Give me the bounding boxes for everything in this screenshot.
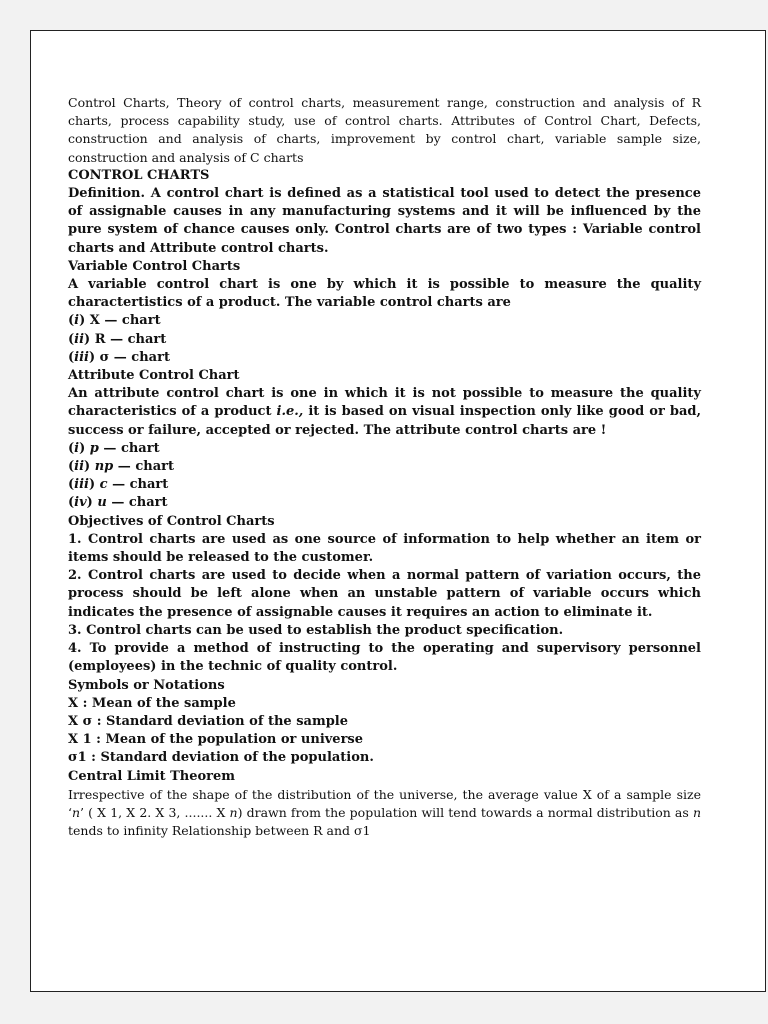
objective-item: 4. To provide a method of instructing to the operating and supervisory personnel (employees) in the technic of quality control. (68, 641, 701, 675)
list-item-symbol: u (97, 495, 107, 511)
list-item: (iv) u — chart (68, 495, 168, 511)
symbol-item: X 1 : Mean of the population or universe (68, 732, 364, 748)
list-item-number: ii (74, 331, 85, 347)
list-item-label: — chart (98, 440, 160, 456)
attribute-text-part: An attribute control chart is one in which it is not possible to measure the quality characteristics of a product (68, 386, 701, 420)
objective-item: 2. Control charts are used to decide when a normal pattern of variation occurs, the process should be left alone when an unstable pattern of variable occurs which indicates the presence of assignable causes it requires an action to eliminate it. (68, 568, 701, 620)
symbol-item: X : Mean of the sample (68, 695, 236, 711)
symbol-item: X σ : Standard deviation of the sample (68, 713, 349, 729)
list-item-label: — chart (106, 495, 168, 511)
list-item-number: ii (74, 459, 85, 475)
clt-paragraph (68, 786, 701, 841)
clt-variable: n (71, 804, 81, 820)
clt-text-part: ) drawn from the population will tend towards a normal distribution as (237, 804, 693, 820)
clt-text-part: ’ ( X 1, X 2. X 3, ....... X (80, 804, 230, 820)
objectives-title: Objectives of Control Charts (68, 513, 275, 529)
list-item-label: — chart (107, 477, 169, 493)
list-item-label: σ — chart (99, 349, 170, 365)
list-item: (i) X — chart (68, 313, 161, 329)
attribute-chart-title: Attribute Control Chart (68, 368, 240, 384)
variable-charts-text: A variable control chart is one by which it is possible to measure the quality charactertistics of a product. The variable control charts are (68, 277, 701, 311)
clt-text-part: Irrespective of the shape of the distribution of the universe, the average value X of a sample size ‘ (68, 786, 701, 820)
list-item-number: iv (74, 495, 87, 511)
section-heading: CONTROL CHARTS (68, 167, 210, 183)
clt-variable: n (229, 804, 238, 820)
attribute-text-part: it is based on visual inspection only like good or bad, success or failure, accepted or rejected. The attribute control charts are ! (68, 404, 702, 438)
clt-title: Central Limit Theorem (68, 768, 236, 784)
attribute-text-ie: i.e., (276, 404, 304, 420)
symbol-item: σ1 : Standard deviation of the population. (68, 750, 374, 766)
list-item-label: R — chart (94, 331, 167, 347)
definition-paragraph: Definition. A control chart is defined as a statistical tool used to detect the presence of assignable causes in any manufacturing systems and it will be influenced by the pure system of chance causes only. Control charts are of two types : Variable control charts and Attribute control charts. (68, 186, 701, 256)
variable-charts-title: Variable Control Charts (68, 258, 241, 274)
objective-item: 1. Control charts are used as one source of information to help whether an item or items should be released to the customer. (68, 531, 701, 566)
list-item: (ii) np — chart (68, 459, 174, 475)
attribute-chart-text (68, 385, 701, 440)
clt-variable: n (692, 804, 702, 820)
document-page (30, 30, 766, 992)
list-item-number: iii (74, 477, 89, 493)
list-item-number: i (74, 313, 80, 329)
list-item: (i) p — chart (68, 440, 160, 456)
list-item-symbol: p (89, 440, 99, 456)
list-item-label: — chart (113, 459, 174, 475)
intro-paragraph: Control Charts, Theory of control charts, measurement range, construction and analysis of R charts, process capability study, use of control charts. Attributes of Control Chart, Defects, construction and analysis of charts, improvement by control chart, variable sample size, construction and analysis of C charts (68, 95, 701, 165)
list-item-label: X — chart (89, 313, 161, 329)
list-item-number: iii (74, 349, 89, 365)
list-item: (iii) σ — chart (68, 349, 170, 365)
list-item: (iii) c — chart (68, 477, 169, 493)
list-item-number: i (74, 440, 80, 456)
list-item-symbol: c (99, 477, 108, 493)
clt-text-part: tends to infinity Relationship between R and σ1 (68, 823, 371, 839)
document-body (68, 94, 701, 840)
symbols-title: Symbols or Notations (68, 677, 225, 693)
objective-item: 3. Control charts can be used to establish the product specification. (68, 622, 564, 638)
list-item-symbol: np (94, 459, 114, 475)
list-item: (ii) R — chart (68, 331, 167, 347)
